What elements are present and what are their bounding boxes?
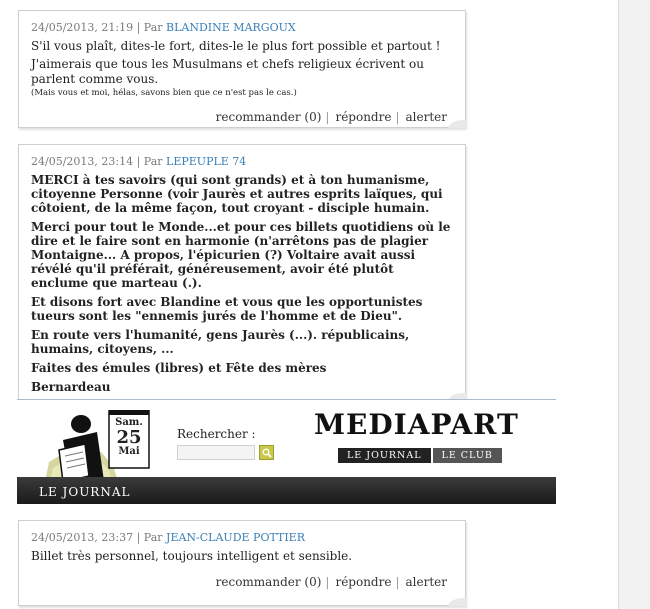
comment-paragraph: Faites des émules (libres) et Fête des mères bbox=[31, 361, 327, 375]
comment-par: | Par bbox=[136, 155, 163, 168]
calendar-date-number: 25 bbox=[116, 427, 142, 448]
reply-button[interactable]: répondre bbox=[335, 575, 392, 589]
alert-button[interactable]: alerter bbox=[405, 575, 447, 589]
comment-par: | Par bbox=[136, 21, 163, 34]
comment-actions: recommander (0) | répondre | alerter bbox=[215, 110, 447, 124]
tab-journal[interactable]: LE JOURNAL bbox=[338, 448, 431, 463]
comment-body bbox=[31, 173, 453, 394]
comment-paragraph: MERCI à tes savoirs (qui sont grands) et à ton humanisme, citoyenne Personne (voir Jaurès et autres esprits laïques, qui côtoient, de la même façon, tout croyant - disciple humain. bbox=[31, 173, 443, 215]
comment-author-link[interactable]: BLANDINE MARGOUX bbox=[166, 21, 296, 34]
comment-text: S'il vous plaît, dites-le fort, dites-le le plus fort possible et partout ! bbox=[31, 39, 441, 53]
search-label: Rechercher : bbox=[177, 427, 256, 441]
comment-author-link[interactable]: LEPEUPLE 74 bbox=[166, 155, 247, 168]
alert-button[interactable]: alerter bbox=[405, 110, 447, 124]
comment bbox=[18, 10, 466, 128]
site-header-banner bbox=[17, 399, 556, 505]
calendar-month: Mai bbox=[118, 446, 140, 457]
recommend-button[interactable]: recommander (0) bbox=[215, 575, 322, 589]
comment-text: Billet très personnel, toujours intelligent et sensible. bbox=[31, 549, 353, 563]
comment-actions: recommander (0) | répondre | alerter bbox=[215, 575, 447, 589]
comment-meta bbox=[31, 531, 453, 545]
recommend-button[interactable]: recommander (0) bbox=[215, 110, 322, 124]
search-input[interactable] bbox=[177, 445, 255, 460]
mediapart-logo[interactable]: MEDIAPART bbox=[314, 408, 519, 441]
comment-paragraph: Bernardeau bbox=[31, 380, 111, 394]
date-calendar bbox=[109, 418, 149, 457]
comment-author-link[interactable]: JEAN-CLAUDE POTTIER bbox=[166, 531, 305, 544]
comment bbox=[18, 144, 466, 400]
comment-paragraph: En route vers l'humanité, gens Jaurès (...). républicains, humains, citoyens, ... bbox=[31, 328, 410, 356]
comment-paragraph: Merci pour tout le Monde...et pour ces billets quotidiens où le dire et le faire sont en harmonie (n'arrêtons pas de plagier Montaigne... A propos, l'épicurien (?) Voltaire avait aussi révélé qu'il préférait, généreusement, avoir été plutôt enclume que marteau (.). bbox=[31, 220, 451, 290]
comment-date: 24/05/2013, 23:14 bbox=[31, 155, 134, 168]
comment-meta bbox=[31, 21, 453, 35]
comment-body bbox=[31, 39, 453, 99]
journal-section-label: LE JOURNAL bbox=[39, 485, 131, 499]
comment-small-text: (Mais vous et moi, hélas, savons bien que ce n'est pas le cas.) bbox=[31, 88, 297, 98]
search-icon bbox=[262, 448, 272, 458]
nav-tabs bbox=[338, 448, 502, 463]
tab-club[interactable]: LE CLUB bbox=[433, 448, 502, 463]
comment-body bbox=[31, 549, 453, 564]
comment-par: | Par bbox=[136, 531, 163, 544]
comment-date: 24/05/2013, 23:37 bbox=[31, 531, 134, 544]
comment-date: 24/05/2013, 21:19 bbox=[31, 21, 134, 34]
calendar-day: Sam. bbox=[115, 417, 143, 428]
comment-text: J'aimerais que tous les Musulmans et chefs religieux écrivent ou parlent comme vous. bbox=[31, 57, 424, 86]
comment-meta bbox=[31, 155, 453, 169]
search-button[interactable] bbox=[259, 445, 274, 460]
comment-paragraph: Et disons fort avec Blandine et vous que les opportunistes tueurs sont les "ennemis jurés de l'homme et de Dieu". bbox=[31, 295, 423, 323]
reply-button[interactable]: répondre bbox=[335, 110, 392, 124]
comment bbox=[18, 520, 466, 606]
